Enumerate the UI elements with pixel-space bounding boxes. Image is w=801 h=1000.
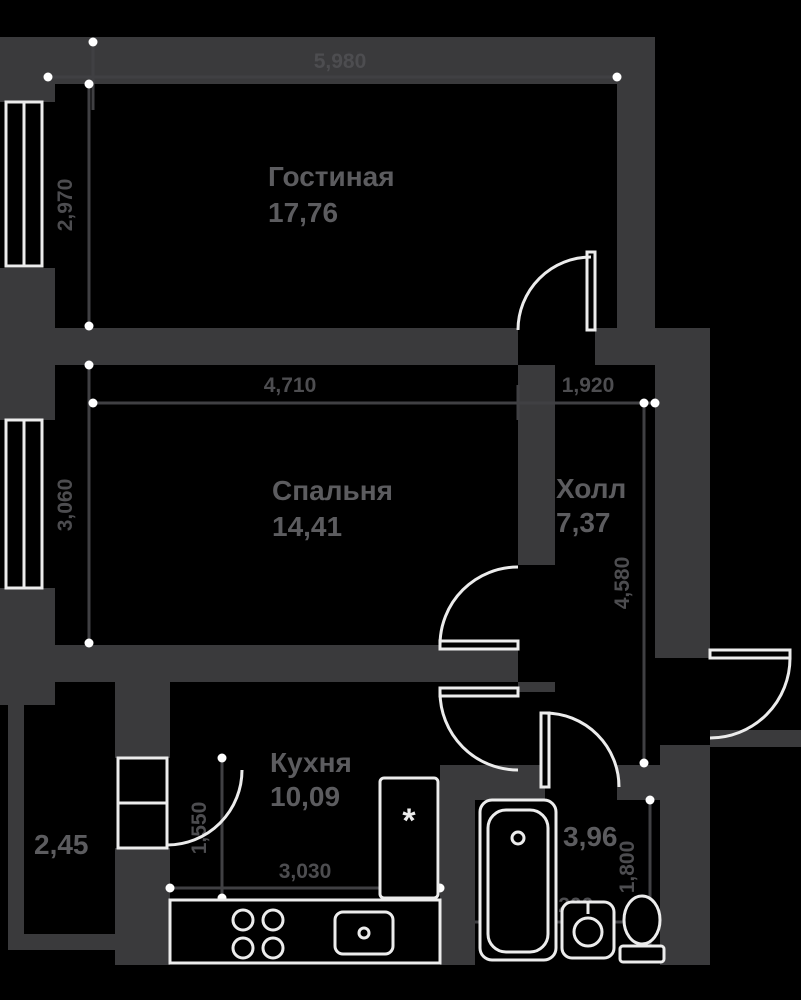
dim-endpoint (85, 322, 94, 331)
bathroom-area: 3,96 (563, 821, 618, 852)
wall-bedroom-bottom (0, 645, 518, 682)
dim-living-depth: 2,970 (54, 178, 77, 232)
wall-kitchen-bathroom (440, 765, 475, 965)
wall-left-middle (0, 268, 55, 420)
kitchen-name: Кухня (270, 747, 352, 778)
balcony-area: 2,45 (34, 829, 89, 860)
dim-kitchen-width: 3,030 (278, 860, 332, 883)
wall-right-upper (655, 365, 710, 658)
wall-neighbor-stub (710, 730, 801, 747)
living-door-leaf (587, 252, 595, 330)
kitchen-counter (170, 900, 440, 963)
wall-balcony-column-lower (115, 848, 170, 965)
kitchen-door-leaf (440, 688, 518, 696)
fixtures (170, 778, 664, 963)
bedroom-name: Спальня (272, 475, 393, 506)
toilet-tank (620, 946, 664, 962)
bedroom-door-leaf (440, 641, 518, 649)
dim-bedroom-width: 4,710 (263, 374, 317, 397)
toilet-bowl (624, 896, 660, 944)
bathroom-door-arc (545, 713, 619, 787)
dim-endpoint (89, 399, 98, 408)
dim-living-width: 5,980 (313, 50, 367, 73)
living-room-name: Гостиная (268, 161, 395, 192)
kitchen-area: 10,09 (270, 781, 341, 812)
hall-name: Холл (556, 473, 627, 504)
entrance-door-arc (710, 658, 790, 738)
dim-endpoint (613, 73, 622, 82)
dim-endpoint (640, 759, 649, 768)
wall-bathroom-top-right (617, 765, 710, 800)
living-door-arc (518, 257, 591, 330)
wall-balcony-left (8, 700, 24, 950)
wall-bedroom-hall (518, 365, 555, 565)
dim-hall-width: 1,920 (561, 374, 615, 397)
fridge-snowflake-icon: * (402, 802, 416, 840)
wall-hall-kitchen-stub (518, 682, 555, 692)
entrance-door-leaf (710, 650, 790, 658)
dim-endpoint (85, 361, 94, 370)
bedroom-area: 14,41 (272, 511, 343, 542)
wall-living-right (617, 37, 655, 345)
dim-endpoint (166, 884, 175, 893)
dim-endpoint (44, 73, 53, 82)
dim-endpoint (218, 754, 227, 763)
dim-bathroom-depth: 1,800 (616, 840, 639, 894)
kitchen-door-arc (440, 692, 518, 770)
living-room-area: 17,76 (268, 197, 339, 228)
dim-endpoint (646, 796, 655, 805)
wall-balcony-bottom (8, 934, 120, 950)
wall-top-left-corner (0, 37, 55, 102)
dim-balcony-opening: 1,550 (188, 801, 211, 855)
dim-endpoint (85, 80, 94, 89)
dim-endpoint (640, 399, 649, 408)
dim-endpoint (85, 639, 94, 648)
wall-living-bedroom-divider (55, 328, 518, 365)
bathroom-door-leaf (541, 713, 549, 787)
hall-area: 7,37 (556, 507, 611, 538)
dim-hall-depth: 4,580 (611, 556, 634, 610)
bathtub (480, 800, 556, 960)
dim-endpoint (89, 38, 98, 47)
wall-balcony-column-upper (115, 682, 170, 758)
dim-bedroom-depth: 3,060 (54, 478, 77, 532)
dim-endpoint (651, 399, 660, 408)
bedroom-door-arc (440, 567, 518, 645)
wall-divider-stub-right (595, 328, 710, 365)
